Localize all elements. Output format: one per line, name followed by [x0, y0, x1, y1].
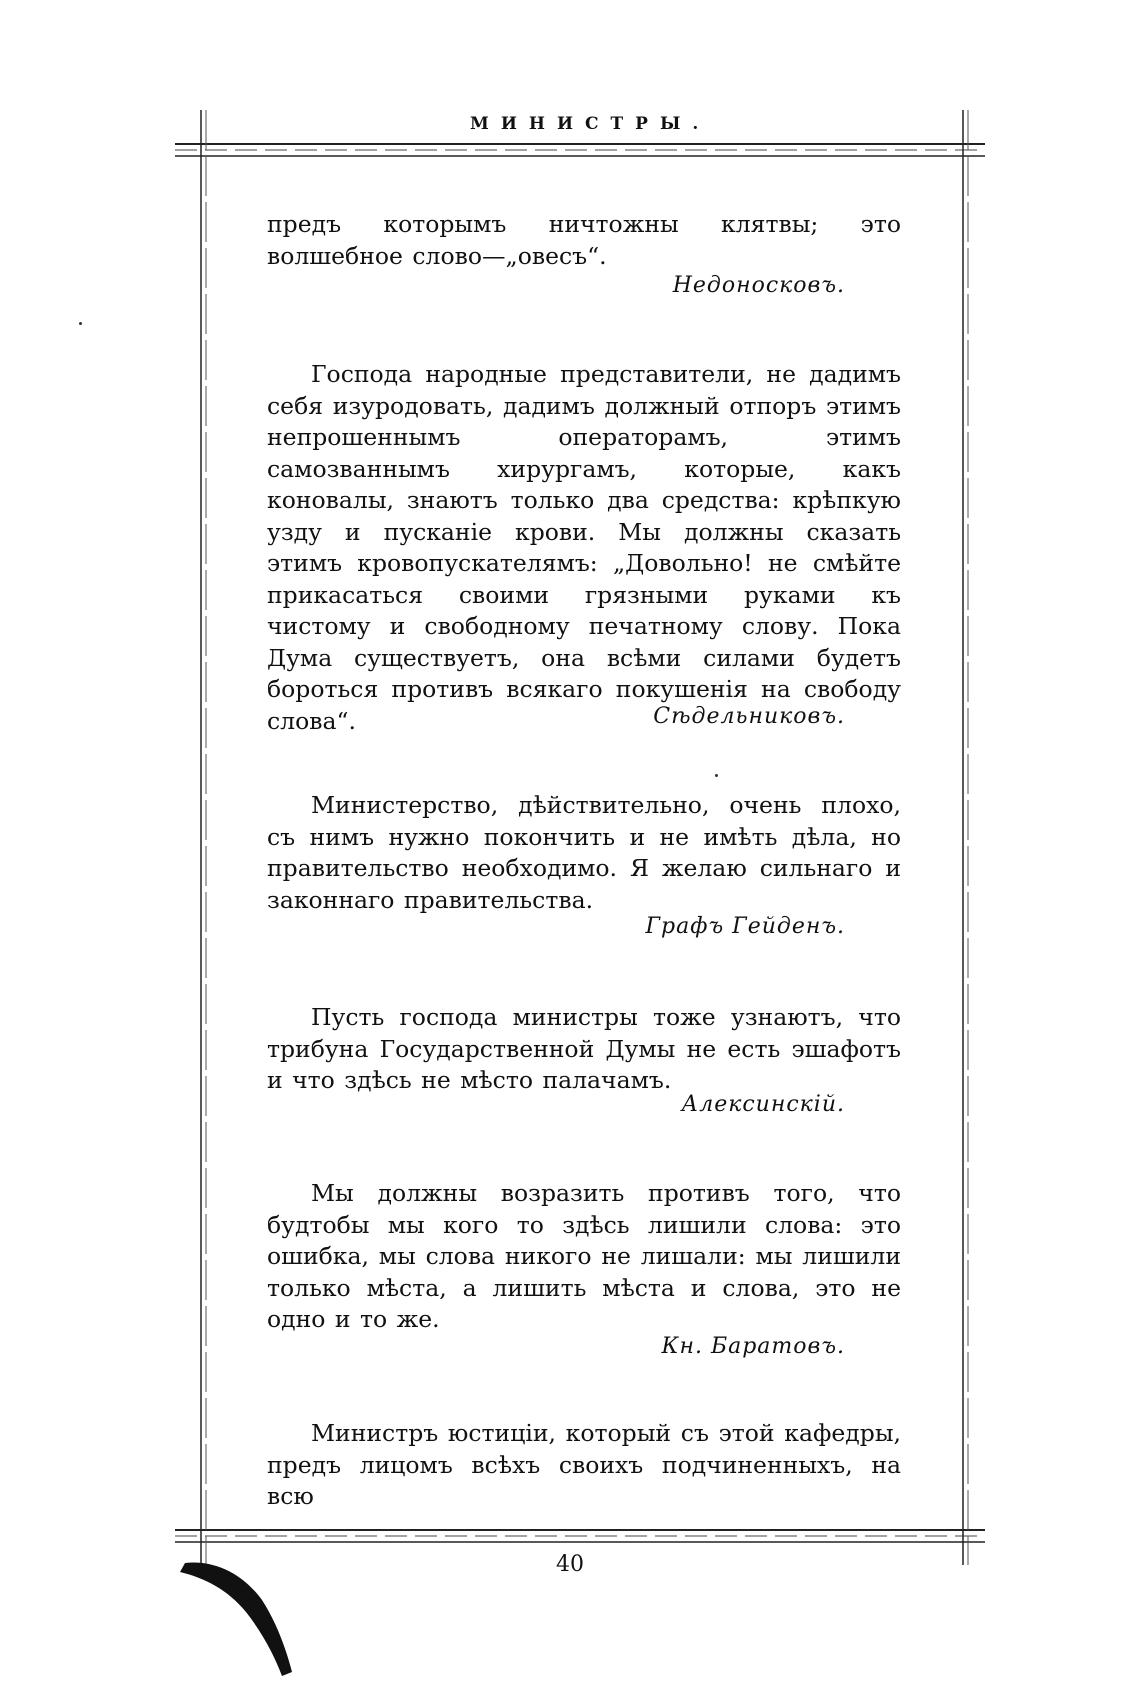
paragraph-text: Пусть господа министры тоже узнаютъ, что трибуна Государственной Думы не есть эшафотъ и что здѣсь не мѣсто палачамъ.	[267, 1003, 901, 1094]
quote-paragraph	[267, 790, 901, 916]
quote-paragraph	[267, 1178, 901, 1336]
paragraph-text: Мы должны возразить противъ того, что будтобы мы кого то здѣсь лишили слова: это ошибка, мы слова никого не лишали: мы лишили только мѣста, а лишить мѣста и слова, это не одно и то же.	[267, 1179, 901, 1333]
quote-paragraph	[267, 1418, 901, 1513]
running-title: МИНИСТРЫ.	[470, 114, 711, 134]
quote-paragraph	[267, 209, 901, 272]
quote-author: Кн. Баратовъ.	[661, 1334, 845, 1359]
quote-author: Сѣдельниковъ.	[653, 704, 845, 729]
quote-paragraph	[267, 359, 901, 737]
paragraph-text: Господа народные представители, не дадимъ себя изуродовать, дадимъ должный отпоръ этимъ непрошеннымъ операторамъ, этимъ самозваннымъ хирургамъ, которые, какъ коновалы, знаютъ только два средства: крѣпкую узду и пусканіе крови. Мы должны сказать этимъ кровопускателямъ: „Довольно! не смѣйте прикасаться своими грязными руками къ чистому и свободному печатному слову. Пока Дума существуетъ, она всѣми силами будетъ бороться противъ всякаго покушенія на свободу слова“.	[267, 360, 901, 735]
quote-author: Алексинскій.	[681, 1092, 845, 1117]
paragraph-text: предъ которымъ ничтожны клятвы; это волшебное слово—„овесъ“.	[267, 210, 901, 270]
quote-author: Недоносковъ.	[672, 273, 845, 298]
quote-paragraph	[267, 1002, 901, 1097]
paragraph-text: Министерство, дѣйствительно, очень плохо, съ нимъ нужно покончить и не имѣть дѣла, но правительство необходимо. Я желаю сильнаго и законнаго правительства.	[267, 791, 901, 914]
quote-author: Графъ Гейденъ.	[645, 914, 845, 939]
page-number: 40	[556, 1552, 584, 1577]
stray-mark	[715, 774, 718, 777]
paragraph-text: Министръ юстиціи, который съ этой кафедры, предъ лицомъ всѣхъ своихъ подчиненныхъ, на всю	[267, 1419, 901, 1510]
stray-mark	[79, 322, 82, 325]
ink-smudge	[180, 1562, 292, 1676]
